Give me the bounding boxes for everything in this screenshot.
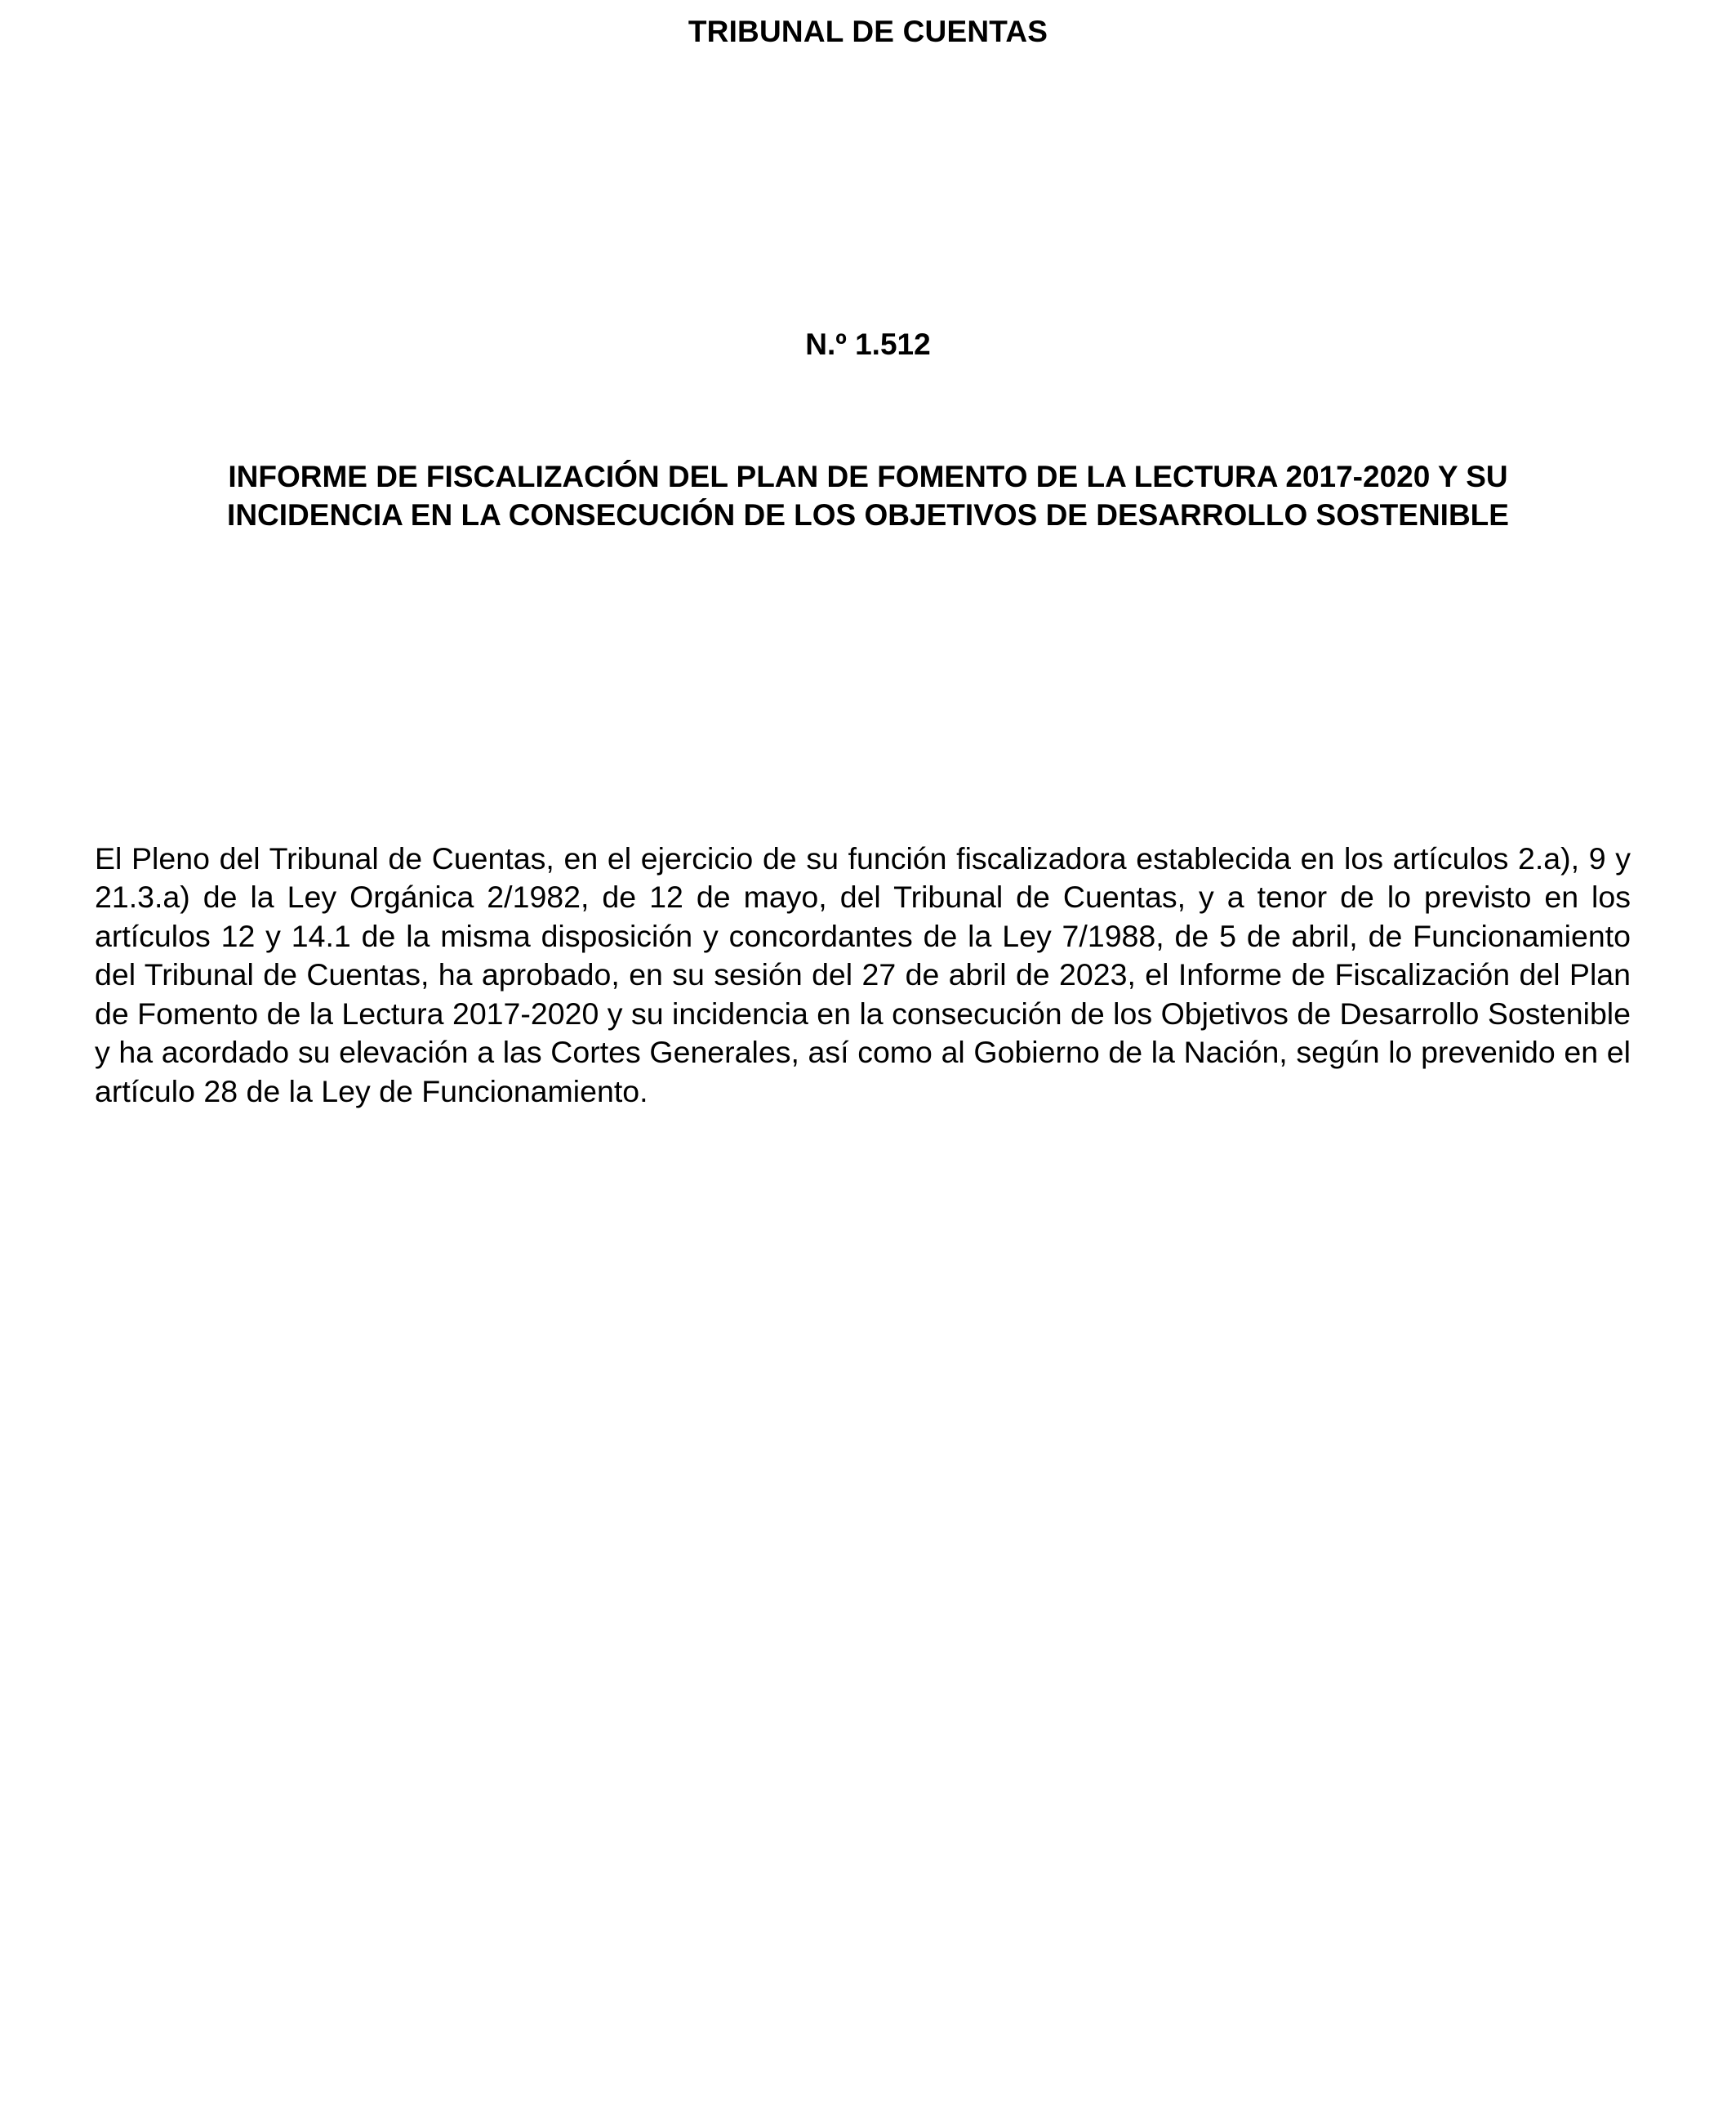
report-title-line-2: INCIDENCIA EN LA CONSECUCIÓN DE LOS OBJETIVOS DE DESARROLLO SOSTENIBLE	[227, 498, 1509, 532]
institution-header: TRIBUNAL DE CUENTAS	[688, 15, 1048, 48]
report-title	[122, 457, 1614, 534]
report-number: N.º 1.512	[805, 328, 931, 361]
report-title-line-1: INFORME DE FISCALIZACIÓN DEL PLAN DE FOMENTO DE LA LECTURA 2017-2020 Y SU	[228, 460, 1508, 493]
approval-paragraph: El Pleno del Tribunal de Cuentas, en el ejercicio de su función fiscalizadora establecida en los artículos 2.a), 9 y 21.3.a) de la Ley Orgánica 2/1982, de 12 de mayo, del Tribunal de Cuentas, y a tenor de lo previsto en los artículos 12 y 14.1 de la misma disposición y concordantes de la Ley 7/1988, de 5 de abril, de Funcionamiento del Tribunal de Cuentas, ha aprobado, en su sesión del 27 de abril de 2023, el Informe de Fiscalización del Plan de Fomento de la Lectura 2017-2020 y su incidencia en la consecución de los Objetivos de Desarrollo Sostenible y ha acordado su elevación a las Cortes Generales, así como al Gobierno de la Nación, según lo prevenido en el artículo 28 de la Ley de Funcionamiento.	[95, 840, 1631, 1108]
